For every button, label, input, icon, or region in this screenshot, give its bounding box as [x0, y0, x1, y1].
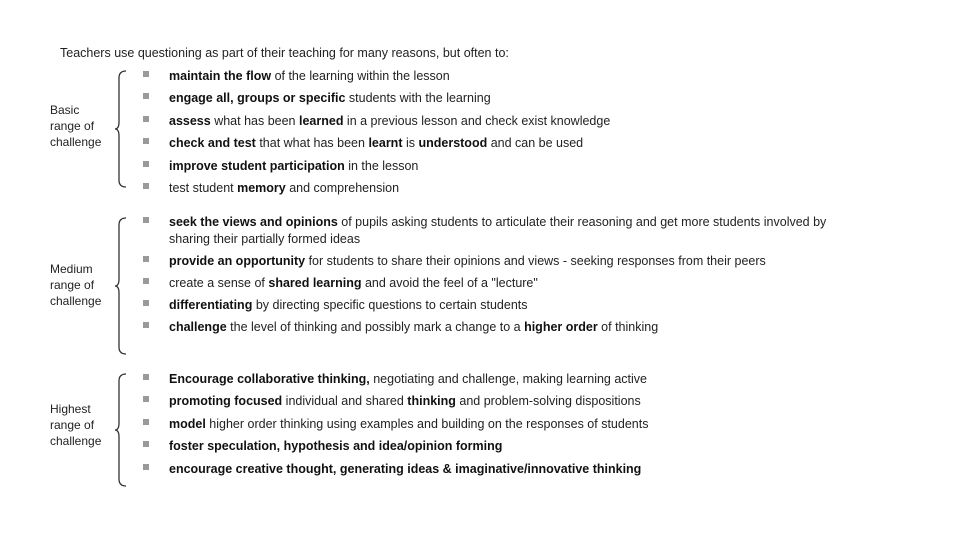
label-line: Medium: [50, 262, 93, 276]
text-run: student: [189, 180, 238, 195]
label-line: range of: [50, 119, 95, 133]
list-item: [142, 297, 849, 314]
bold-text: learned: [298, 113, 344, 128]
list-item: [142, 113, 849, 130]
bold-text: seek the views and opinions: [169, 215, 338, 229]
bullet-icon: [143, 256, 149, 262]
bold-text: assess: [169, 113, 211, 128]
text-run: what has been: [210, 113, 299, 128]
list-item: [142, 393, 849, 410]
label-line: challenge: [50, 135, 102, 149]
text-run: in a previous lesson and check exist knowledge: [343, 113, 611, 128]
list-item: [142, 90, 849, 107]
bold-text: Encourage collaborative thinking,: [169, 372, 370, 386]
text-run: that what has been: [255, 136, 369, 151]
text-run: by directing specific questions to certain students: [252, 298, 528, 312]
bold-text: differentiating: [169, 298, 253, 312]
bullet-icon: [143, 183, 149, 189]
bullet-icon: [143, 138, 149, 144]
bold-text: challenge: [169, 320, 227, 334]
list-item: [142, 68, 849, 85]
list-item: [142, 135, 849, 152]
label-line: challenge: [50, 434, 102, 448]
group-label-medium: [50, 261, 120, 309]
text-run: of thinking: [597, 320, 659, 334]
bullet-icon: [143, 300, 149, 306]
bold-text: model: [169, 416, 206, 431]
list-item: [142, 214, 849, 248]
bold-text: encourage creative thought, generating ideas & imaginative/innovative thinking: [169, 461, 642, 476]
text-run: and can be used: [487, 136, 584, 151]
list-item: [142, 253, 849, 270]
list-item: [142, 371, 849, 388]
bold-text: promoting focused: [169, 394, 283, 409]
label-line: Basic: [50, 103, 80, 117]
text-run: of the learning within the lesson: [271, 69, 450, 83]
label-line: range of: [50, 278, 95, 292]
text-run: is: [402, 136, 419, 151]
bullet-icon: [143, 217, 149, 223]
bold-text: improve student participation: [169, 158, 345, 173]
bullet-icon: [143, 464, 149, 470]
bold-text: learnt: [368, 136, 403, 151]
brace-basic: [114, 70, 128, 188]
text-run: individual and shared: [282, 394, 408, 409]
group-label-highest: [50, 401, 120, 449]
text-run: and avoid the feel of a "lecture": [361, 276, 538, 290]
text-run: for students to share their opinions and views - seeking responses from their peers: [305, 254, 766, 268]
text-run: and comprehension: [285, 180, 400, 195]
bold-text: thinking: [407, 394, 456, 409]
list-item: [142, 319, 849, 336]
brace-medium: [114, 217, 128, 355]
list-basic: [142, 68, 849, 197]
label-line: range of: [50, 418, 95, 432]
text-run: the level of thinking and possibly mark a change to a: [226, 320, 525, 334]
text-run: in the lesson: [344, 158, 419, 173]
intro-text: Teachers use questioning as part of their teaching for many reasons, but often to:: [60, 46, 509, 60]
text-run: and problem-solving dispositions: [455, 394, 641, 409]
bold-text: provide an opportunity: [169, 254, 306, 268]
bullet-icon: [143, 116, 149, 122]
text-run: students with the learning: [345, 91, 491, 106]
list-item: [142, 158, 849, 175]
group-label-basic: [50, 102, 120, 150]
bold-text: shared learning: [268, 276, 362, 290]
text-run: higher order thinking using examples and building on the responses of students: [205, 416, 649, 431]
bold-text: foster speculation, hypothesis and idea/opinion forming: [169, 439, 503, 454]
text-run: negotiating and challenge, making learning active: [369, 372, 648, 386]
bold-text: maintain the flow: [169, 69, 272, 83]
list-item: [142, 275, 849, 292]
list-item: [142, 438, 849, 455]
bold-text: engage all, groups or specific: [169, 91, 346, 106]
bullet-icon: [143, 396, 149, 402]
bullet-icon: [143, 93, 149, 99]
text-run: create a sense of: [169, 276, 269, 290]
bullet-icon: [143, 441, 149, 447]
label-line: challenge: [50, 294, 102, 308]
bullet-icon: [143, 278, 149, 284]
bold-text: memory: [237, 180, 286, 195]
list-item: [142, 180, 849, 197]
bullet-icon: [143, 419, 149, 425]
text-run: test: [169, 180, 190, 195]
bullet-icon: [143, 71, 149, 77]
bullet-icon: [143, 322, 149, 328]
text-run: of pupils asking students to articulate their reasoning and get more students involved by sharing their partially formed ideas: [169, 215, 827, 246]
list-medium: [142, 214, 849, 336]
label-line: Highest: [50, 402, 91, 416]
brace-highest: [114, 373, 128, 487]
bold-text: understood: [418, 136, 488, 151]
bold-text: check and test: [169, 136, 256, 151]
bold-text: higher order: [524, 320, 598, 334]
list-highest: [142, 371, 849, 478]
bullet-icon: [143, 161, 149, 167]
list-item: [142, 416, 849, 433]
list-item: [142, 461, 849, 478]
bullet-icon: [143, 374, 149, 380]
